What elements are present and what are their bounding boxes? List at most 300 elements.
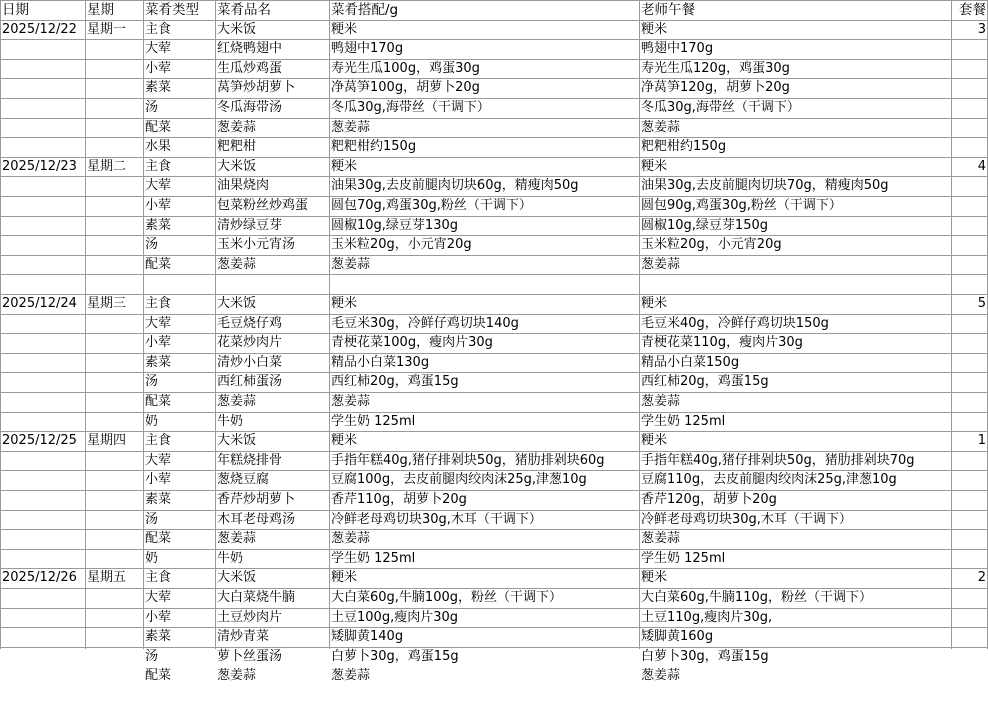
- cell-col-5[interactable]: 冬瓜30g,海带丝（干调下）: [641, 100, 800, 115]
- cell-col-0[interactable]: [0, 216, 85, 235]
- cell-col-1[interactable]: [85, 608, 143, 627]
- cell-col-5[interactable]: 玉米粒20g，小元宵20g: [641, 237, 782, 252]
- table-row: [0, 588, 988, 607]
- grid-hline: [0, 216, 988, 217]
- cell-col-3[interactable]: 大白菜烧牛腩: [217, 590, 296, 605]
- cell-col-0[interactable]: 2025/12/22: [2, 22, 77, 37]
- cell-col-6[interactable]: [951, 118, 988, 137]
- cell-col-2[interactable]: 主食: [145, 296, 172, 311]
- cell-col-1[interactable]: [85, 39, 143, 58]
- cell-col-4[interactable]: 葱姜蒜: [331, 120, 371, 135]
- table-row: [0, 372, 988, 391]
- cell-col-3[interactable]: 葱姜蒜: [217, 394, 257, 409]
- cell-col-2[interactable]: 汤: [145, 374, 159, 389]
- cell-col-4[interactable]: 葱姜蒜: [331, 257, 371, 272]
- cell-col-4[interactable]: 豆腐100g，去皮前腿肉绞肉沫25g,津葱10g: [331, 472, 587, 487]
- cell-col-3[interactable]: 葱姜蒜: [217, 531, 257, 546]
- cell-col-2[interactable]: 奶: [145, 551, 159, 566]
- cell-col-2[interactable]: 大荤: [145, 41, 172, 56]
- cell-col-5[interactable]: 葱姜蒜: [641, 120, 681, 135]
- cell-col-5[interactable]: [639, 686, 951, 705]
- cell-col-2[interactable]: 小荤: [145, 610, 172, 625]
- cell-col-3[interactable]: 木耳老母鸡汤: [217, 512, 296, 527]
- cell-col-5[interactable]: 老师午餐: [641, 2, 695, 18]
- cell-col-5[interactable]: 葱姜蒜: [641, 394, 681, 409]
- cell-col-6[interactable]: [951, 608, 988, 627]
- cell-col-1[interactable]: [85, 588, 143, 607]
- cell-col-6[interactable]: 2: [977, 570, 986, 585]
- cell-col-0[interactable]: [0, 647, 85, 666]
- cell-col-0[interactable]: [0, 686, 85, 705]
- table-row: [0, 216, 988, 235]
- cell-col-3[interactable]: 大米饭: [217, 570, 257, 585]
- cell-col-0[interactable]: [0, 470, 85, 489]
- table-row: [0, 118, 988, 137]
- grid-hline: [0, 412, 988, 413]
- cell-col-5[interactable]: 学生奶 125ml: [641, 551, 726, 566]
- grid-hline: [0, 137, 988, 138]
- grid-hline: [0, 333, 988, 334]
- table-row: [0, 470, 988, 489]
- cell-col-0[interactable]: [0, 392, 85, 411]
- cell-col-2[interactable]: 大荤: [145, 590, 172, 605]
- cell-col-3[interactable]: 包菜粉丝炒鸡蛋: [217, 198, 309, 213]
- cell-col-5[interactable]: 豆腐110g，去皮前腿肉绞肉沫25g,津葱10g: [641, 472, 897, 487]
- cell-col-4[interactable]: 粳米: [331, 22, 358, 37]
- cell-col-2[interactable]: 配菜: [145, 668, 172, 683]
- cell-col-2[interactable]: 小荤: [145, 61, 172, 76]
- cell-col-2[interactable]: 汤: [145, 649, 159, 664]
- cell-col-6[interactable]: [951, 686, 988, 705]
- cell-col-2[interactable]: 小荤: [145, 198, 172, 213]
- table-row: [0, 235, 988, 254]
- cell-col-1[interactable]: [85, 118, 143, 137]
- cell-col-0[interactable]: 2025/12/24: [2, 296, 77, 311]
- grid-hline: [0, 647, 988, 648]
- cell-col-3[interactable]: 红烧鸭翅中: [217, 41, 283, 56]
- cell-col-2[interactable]: 小荤: [145, 472, 172, 487]
- cell-col-0[interactable]: 日期: [2, 2, 29, 18]
- cell-col-5[interactable]: 粳米: [641, 22, 668, 37]
- table-row: [0, 314, 988, 333]
- cell-col-4[interactable]: 土豆100g,瘦肉片30g: [331, 610, 458, 625]
- cell-col-5[interactable]: 香芹120g，胡萝卜20g: [641, 492, 777, 507]
- cell-col-0[interactable]: [0, 118, 85, 137]
- cell-col-3[interactable]: [215, 274, 329, 293]
- cell-col-0[interactable]: [0, 451, 85, 470]
- cell-col-4[interactable]: 大白菜60g,牛腩100g，粉丝（干调下）: [331, 590, 562, 605]
- cell-col-2[interactable]: 素菜: [145, 218, 172, 233]
- cell-col-0[interactable]: [0, 176, 85, 195]
- cell-col-6[interactable]: 4: [977, 159, 986, 174]
- cell-col-2[interactable]: 主食: [145, 570, 172, 585]
- cell-col-4[interactable]: 油果30g,去皮前腿肉切块60g，精瘦肉50g: [331, 178, 579, 193]
- cell-col-6[interactable]: [951, 490, 988, 509]
- cell-col-3[interactable]: 葱烧豆腐: [217, 472, 270, 487]
- cell-col-3[interactable]: 牛奶: [217, 551, 244, 566]
- cell-col-3[interactable]: [215, 686, 329, 705]
- cell-col-0[interactable]: [0, 137, 85, 156]
- cell-col-0[interactable]: [0, 510, 85, 529]
- cell-col-1[interactable]: [85, 78, 143, 97]
- cell-col-2[interactable]: 配菜: [145, 120, 172, 135]
- cell-col-1[interactable]: [85, 490, 143, 509]
- cell-col-4[interactable]: [329, 686, 639, 705]
- cell-col-5[interactable]: 粳米: [641, 296, 668, 311]
- grid-hline: [0, 20, 988, 21]
- grid-hline: [0, 59, 988, 60]
- cell-col-4[interactable]: 葱姜蒜: [331, 531, 371, 546]
- grid-hline: [0, 470, 988, 471]
- cell-col-2[interactable]: 大荤: [145, 178, 172, 193]
- cell-col-3[interactable]: 清炒绿豆芽: [217, 218, 283, 233]
- cell-col-5[interactable]: 粳米: [641, 159, 668, 174]
- cell-col-1[interactable]: [85, 176, 143, 195]
- cell-col-4[interactable]: 白萝卜30g，鸡蛋15g: [331, 649, 459, 664]
- cell-col-4[interactable]: 粑粑柑约150g: [331, 139, 417, 154]
- cell-col-6[interactable]: [951, 666, 988, 685]
- cell-col-6[interactable]: [951, 451, 988, 470]
- table-row: [0, 157, 988, 176]
- cell-col-1[interactable]: [85, 686, 143, 705]
- cell-col-1[interactable]: [85, 529, 143, 548]
- cell-col-3[interactable]: 牛奶: [217, 414, 244, 429]
- cell-col-3[interactable]: 花菜炒肉片: [217, 335, 283, 350]
- cell-col-0[interactable]: [0, 78, 85, 97]
- cell-col-5[interactable]: 寿光生瓜120g，鸡蛋30g: [641, 61, 790, 76]
- grid-hline: [0, 568, 988, 569]
- cell-col-5[interactable]: 精品小白菜150g: [641, 355, 740, 370]
- cell-col-5[interactable]: 土豆110g,瘦肉片30g,: [641, 610, 773, 625]
- cell-col-5[interactable]: 葱姜蒜: [641, 531, 681, 546]
- cell-col-0[interactable]: [0, 59, 85, 78]
- cell-col-2[interactable]: 水果: [145, 139, 172, 154]
- cell-col-0[interactable]: [0, 372, 85, 391]
- cell-col-5[interactable]: 西红柿20g，鸡蛋15g: [641, 374, 769, 389]
- cell-col-1[interactable]: [85, 274, 143, 293]
- cell-col-6[interactable]: 1: [977, 433, 986, 448]
- cell-col-6[interactable]: [951, 235, 988, 254]
- cell-col-6[interactable]: [951, 549, 988, 568]
- cell-col-1[interactable]: [85, 333, 143, 352]
- cell-col-2[interactable]: 大荤: [145, 316, 172, 331]
- cell-col-4[interactable]: 圆椒10g,绿豆芽130g: [331, 218, 458, 233]
- grid-hline: [0, 314, 988, 315]
- table-row: [0, 510, 988, 529]
- cell-col-6[interactable]: [951, 314, 988, 333]
- cell-col-2[interactable]: 素菜: [145, 355, 172, 370]
- cell-col-1[interactable]: [85, 314, 143, 333]
- cell-col-5[interactable]: 白萝卜30g，鸡蛋15g: [641, 649, 769, 664]
- table-row: [0, 20, 988, 39]
- cell-col-1[interactable]: 星期四: [87, 433, 127, 448]
- cell-col-3[interactable]: 清炒青菜: [217, 629, 270, 644]
- cell-col-2[interactable]: 汤: [145, 512, 159, 527]
- cell-col-6[interactable]: [951, 39, 988, 58]
- table-row: [0, 333, 988, 352]
- cell-col-3[interactable]: 生瓜炒鸡蛋: [217, 61, 283, 76]
- cell-col-2[interactable]: 汤: [145, 100, 159, 115]
- cell-col-0[interactable]: [0, 412, 85, 431]
- cell-col-5[interactable]: 毛豆米40g，冷鲜仔鸡切块150g: [641, 316, 829, 331]
- cell-col-2[interactable]: 大荤: [145, 453, 172, 468]
- cell-col-6[interactable]: [951, 647, 988, 666]
- cell-col-0[interactable]: [0, 490, 85, 509]
- cell-col-5[interactable]: 手指年糕40g,猪仔排剁块50g，猪肋排剁块70g: [641, 453, 915, 468]
- cell-col-0[interactable]: [0, 196, 85, 215]
- grid-hline: [0, 627, 988, 628]
- cell-col-4[interactable]: 青梗花菜100g，瘦肉片30g: [331, 335, 493, 350]
- cell-col-3[interactable]: 清炒小白菜: [217, 355, 283, 370]
- cell-col-6[interactable]: [951, 412, 988, 431]
- cell-col-3[interactable]: 粑粑柑: [217, 139, 257, 154]
- cell-col-4[interactable]: 西红柿20g，鸡蛋15g: [331, 374, 459, 389]
- cell-col-6[interactable]: [951, 627, 988, 646]
- table-row: [0, 608, 988, 627]
- table-row: [0, 274, 988, 293]
- cell-col-1[interactable]: [85, 216, 143, 235]
- cell-col-4[interactable]: 粳米: [331, 296, 358, 311]
- cell-col-1[interactable]: [85, 470, 143, 489]
- cell-col-3[interactable]: 毛豆烧仔鸡: [217, 316, 283, 331]
- cell-col-3[interactable]: 土豆炒肉片: [217, 610, 283, 625]
- cell-col-1[interactable]: 星期: [87, 2, 114, 18]
- cell-col-2[interactable]: 素菜: [145, 629, 172, 644]
- cell-col-0[interactable]: [0, 314, 85, 333]
- grid-hline: [0, 0, 988, 1]
- cell-col-5[interactable]: 净莴笋120g，胡萝卜20g: [641, 80, 790, 95]
- cell-col-6[interactable]: [951, 372, 988, 391]
- cell-col-6[interactable]: [951, 588, 988, 607]
- cell-col-5[interactable]: 葱姜蒜: [641, 668, 681, 683]
- cell-col-0[interactable]: [0, 274, 85, 293]
- cell-col-5[interactable]: 鸭翅中170g: [641, 41, 714, 56]
- cell-col-0[interactable]: [0, 98, 85, 117]
- table-row: [0, 255, 988, 274]
- cell-col-6[interactable]: [951, 392, 988, 411]
- grid-hline: [0, 588, 988, 589]
- cell-col-3[interactable]: 大米饭: [217, 159, 257, 174]
- grid-vline: [0, 0, 1, 649]
- cell-col-1[interactable]: [85, 196, 143, 215]
- cell-col-2[interactable]: 小荤: [145, 335, 172, 350]
- cell-col-1[interactable]: [85, 451, 143, 470]
- cell-col-4[interactable]: 圆包70g,鸡蛋30g,粉丝（干调下）: [331, 198, 532, 213]
- cell-col-0[interactable]: [0, 529, 85, 548]
- cell-col-2[interactable]: 主食: [145, 433, 172, 448]
- cell-col-4[interactable]: 矮脚黄140g: [331, 629, 404, 644]
- cell-col-4[interactable]: 粳米: [331, 159, 358, 174]
- cell-col-1[interactable]: [85, 510, 143, 529]
- cell-col-4[interactable]: 寿光生瓜100g，鸡蛋30g: [331, 61, 480, 76]
- cell-col-1[interactable]: [85, 353, 143, 372]
- table-row: [0, 78, 988, 97]
- cell-col-6[interactable]: [951, 216, 988, 235]
- grid-vline: [951, 0, 952, 649]
- cell-col-1[interactable]: 星期二: [87, 159, 127, 174]
- cell-col-0[interactable]: 2025/12/23: [2, 159, 77, 174]
- cell-col-3[interactable]: 莴笋炒胡萝卜: [217, 80, 296, 95]
- cell-col-3[interactable]: 西红柿蛋汤: [217, 374, 283, 389]
- cell-col-1[interactable]: [85, 255, 143, 274]
- cell-col-0[interactable]: [0, 235, 85, 254]
- cell-col-2[interactable]: 奶: [145, 414, 159, 429]
- cell-col-0[interactable]: 2025/12/26: [2, 570, 77, 585]
- table-row: [0, 392, 988, 411]
- cell-col-4[interactable]: 净莴笋100g，胡萝卜20g: [331, 80, 480, 95]
- cell-col-6[interactable]: [951, 137, 988, 156]
- cell-col-4[interactable]: 粳米: [331, 433, 358, 448]
- cell-col-0[interactable]: [0, 549, 85, 568]
- cell-col-0[interactable]: [0, 333, 85, 352]
- grid-hline: [0, 510, 988, 511]
- cell-col-3[interactable]: 大米饭: [217, 296, 257, 311]
- cell-col-1[interactable]: [85, 647, 143, 666]
- table-row: [0, 98, 988, 117]
- cell-col-3[interactable]: 萝卜丝蛋汤: [217, 649, 283, 664]
- cell-col-0[interactable]: [0, 666, 85, 685]
- cell-col-5[interactable]: 粳米: [641, 433, 668, 448]
- cell-col-6[interactable]: 3: [977, 22, 986, 37]
- cell-col-3[interactable]: 葱姜蒜: [217, 120, 257, 135]
- cell-col-4[interactable]: 粳米: [331, 570, 358, 585]
- cell-col-2[interactable]: 配菜: [145, 257, 172, 272]
- cell-col-2[interactable]: 配菜: [145, 531, 172, 546]
- cell-col-4[interactable]: 毛豆米30g，冷鲜仔鸡切块140g: [331, 316, 519, 331]
- cell-col-6[interactable]: [951, 196, 988, 215]
- cell-col-4[interactable]: 香芹110g，胡萝卜20g: [331, 492, 467, 507]
- cell-col-4[interactable]: [329, 274, 639, 293]
- table-row: [0, 451, 988, 470]
- cell-col-3[interactable]: 大米饭: [217, 22, 257, 37]
- cell-col-2[interactable]: [143, 686, 215, 705]
- cell-col-0[interactable]: [0, 39, 85, 58]
- cell-col-4[interactable]: 学生奶 125ml: [331, 414, 416, 429]
- cell-col-2[interactable]: 主食: [145, 159, 172, 174]
- cell-col-2[interactable]: 素菜: [145, 80, 172, 95]
- cell-col-1[interactable]: [85, 627, 143, 646]
- cell-col-4[interactable]: 葱姜蒜: [331, 394, 371, 409]
- cell-col-3[interactable]: 玉米小元宵汤: [217, 237, 296, 252]
- cell-col-0[interactable]: [0, 255, 85, 274]
- cell-col-5[interactable]: 青梗花菜110g，瘦肉片30g: [641, 335, 803, 350]
- table-row: [0, 412, 988, 431]
- grid-hline: [0, 529, 988, 530]
- cell-col-1[interactable]: [85, 549, 143, 568]
- table-row: [0, 549, 988, 568]
- cell-col-3[interactable]: 冬瓜海带汤: [217, 100, 283, 115]
- cell-col-0[interactable]: [0, 588, 85, 607]
- cell-col-3[interactable]: 菜肴品名: [217, 2, 271, 18]
- cell-col-6[interactable]: [951, 470, 988, 489]
- header-row: [0, 0, 988, 19]
- cell-col-3[interactable]: 大米饭: [217, 433, 257, 448]
- cell-col-5[interactable]: 矮脚黄160g: [641, 629, 714, 644]
- cell-col-3[interactable]: 油果烧肉: [217, 178, 270, 193]
- cell-col-5[interactable]: 粑粑柑约150g: [641, 139, 727, 154]
- cell-col-5[interactable]: 圆包90g,鸡蛋30g,粉丝（干调下）: [641, 198, 842, 213]
- grid-hline: [0, 118, 988, 119]
- table-row: [0, 666, 988, 685]
- cell-col-6[interactable]: 5: [977, 296, 986, 311]
- cell-col-6[interactable]: [951, 176, 988, 195]
- table-row: [0, 627, 988, 646]
- cell-col-1[interactable]: [85, 372, 143, 391]
- cell-col-6[interactable]: [951, 78, 988, 97]
- cell-col-5[interactable]: 冷鲜老母鸡切块30g,木耳（干调下）: [641, 512, 852, 527]
- cell-col-3[interactable]: 年糕烧排骨: [217, 453, 283, 468]
- cell-col-2[interactable]: 汤: [145, 237, 159, 252]
- cell-col-5[interactable]: 学生奶 125ml: [641, 414, 726, 429]
- cell-col-6[interactable]: [951, 353, 988, 372]
- cell-col-3[interactable]: 葱姜蒜: [217, 668, 257, 683]
- cell-col-1[interactable]: [85, 235, 143, 254]
- cell-col-4[interactable]: 鸭翅中170g: [331, 41, 404, 56]
- table-row: [0, 353, 988, 372]
- cell-col-4[interactable]: 玉米粒20g，小元宵20g: [331, 237, 472, 252]
- cell-col-5[interactable]: 葱姜蒜: [641, 257, 681, 272]
- cell-col-6[interactable]: 套餐: [959, 2, 986, 18]
- cell-col-0[interactable]: [0, 608, 85, 627]
- cell-col-6[interactable]: [951, 98, 988, 117]
- cell-col-4[interactable]: 精品小白菜130g: [331, 355, 430, 370]
- cell-col-6[interactable]: [951, 333, 988, 352]
- grid-vline: [85, 0, 86, 649]
- grid-hline: [0, 39, 988, 40]
- table-row: [0, 647, 988, 666]
- cell-col-4[interactable]: 手指年糕40g,猪仔排剁块50g，猪肋排剁块60g: [331, 453, 605, 468]
- cell-col-1[interactable]: [85, 392, 143, 411]
- cell-col-5[interactable]: 粳米: [641, 570, 668, 585]
- cell-col-4[interactable]: 冷鲜老母鸡切块30g,木耳（干调下）: [331, 512, 542, 527]
- cell-col-6[interactable]: [951, 59, 988, 78]
- cell-col-3[interactable]: 葱姜蒜: [217, 257, 257, 272]
- cell-col-6[interactable]: [951, 255, 988, 274]
- cell-col-0[interactable]: [0, 627, 85, 646]
- cell-col-2[interactable]: 配菜: [145, 394, 172, 409]
- grid-hline: [0, 294, 988, 295]
- cell-col-5[interactable]: 圆椒10g,绿豆芽150g: [641, 218, 768, 233]
- cell-col-2[interactable]: 主食: [145, 22, 172, 37]
- cell-col-1[interactable]: 星期三: [87, 296, 127, 311]
- cell-col-5[interactable]: [639, 274, 951, 293]
- cell-col-6[interactable]: [951, 529, 988, 548]
- cell-col-6[interactable]: [951, 510, 988, 529]
- cell-col-2[interactable]: 素菜: [145, 492, 172, 507]
- cell-col-1[interactable]: [85, 98, 143, 117]
- cell-col-1[interactable]: [85, 59, 143, 78]
- cell-col-2[interactable]: [143, 274, 215, 293]
- cell-col-4[interactable]: 学生奶 125ml: [331, 551, 416, 566]
- cell-col-1[interactable]: [85, 666, 143, 685]
- cell-col-4[interactable]: 冬瓜30g,海带丝（干调下）: [331, 100, 490, 115]
- cell-col-5[interactable]: 油果30g,去皮前腿肉切块70g，精瘦肉50g: [641, 178, 889, 193]
- cell-col-1[interactable]: [85, 412, 143, 431]
- cell-col-5[interactable]: 大白菜60g,牛腩110g，粉丝（干调下）: [641, 590, 872, 605]
- cell-col-1[interactable]: [85, 137, 143, 156]
- table-row: [0, 431, 988, 450]
- cell-col-4[interactable]: 菜肴搭配/g: [331, 2, 399, 18]
- cell-col-0[interactable]: [0, 353, 85, 372]
- cell-col-1[interactable]: 星期五: [87, 570, 127, 585]
- cell-col-3[interactable]: 香芹炒胡萝卜: [217, 492, 296, 507]
- cell-col-2[interactable]: 菜肴类型: [145, 2, 199, 18]
- cell-col-4[interactable]: 葱姜蒜: [331, 668, 371, 683]
- cell-col-1[interactable]: 星期一: [87, 22, 127, 37]
- cell-col-0[interactable]: 2025/12/25: [2, 433, 77, 448]
- cell-col-6[interactable]: [951, 274, 988, 293]
- table-row: [0, 294, 988, 313]
